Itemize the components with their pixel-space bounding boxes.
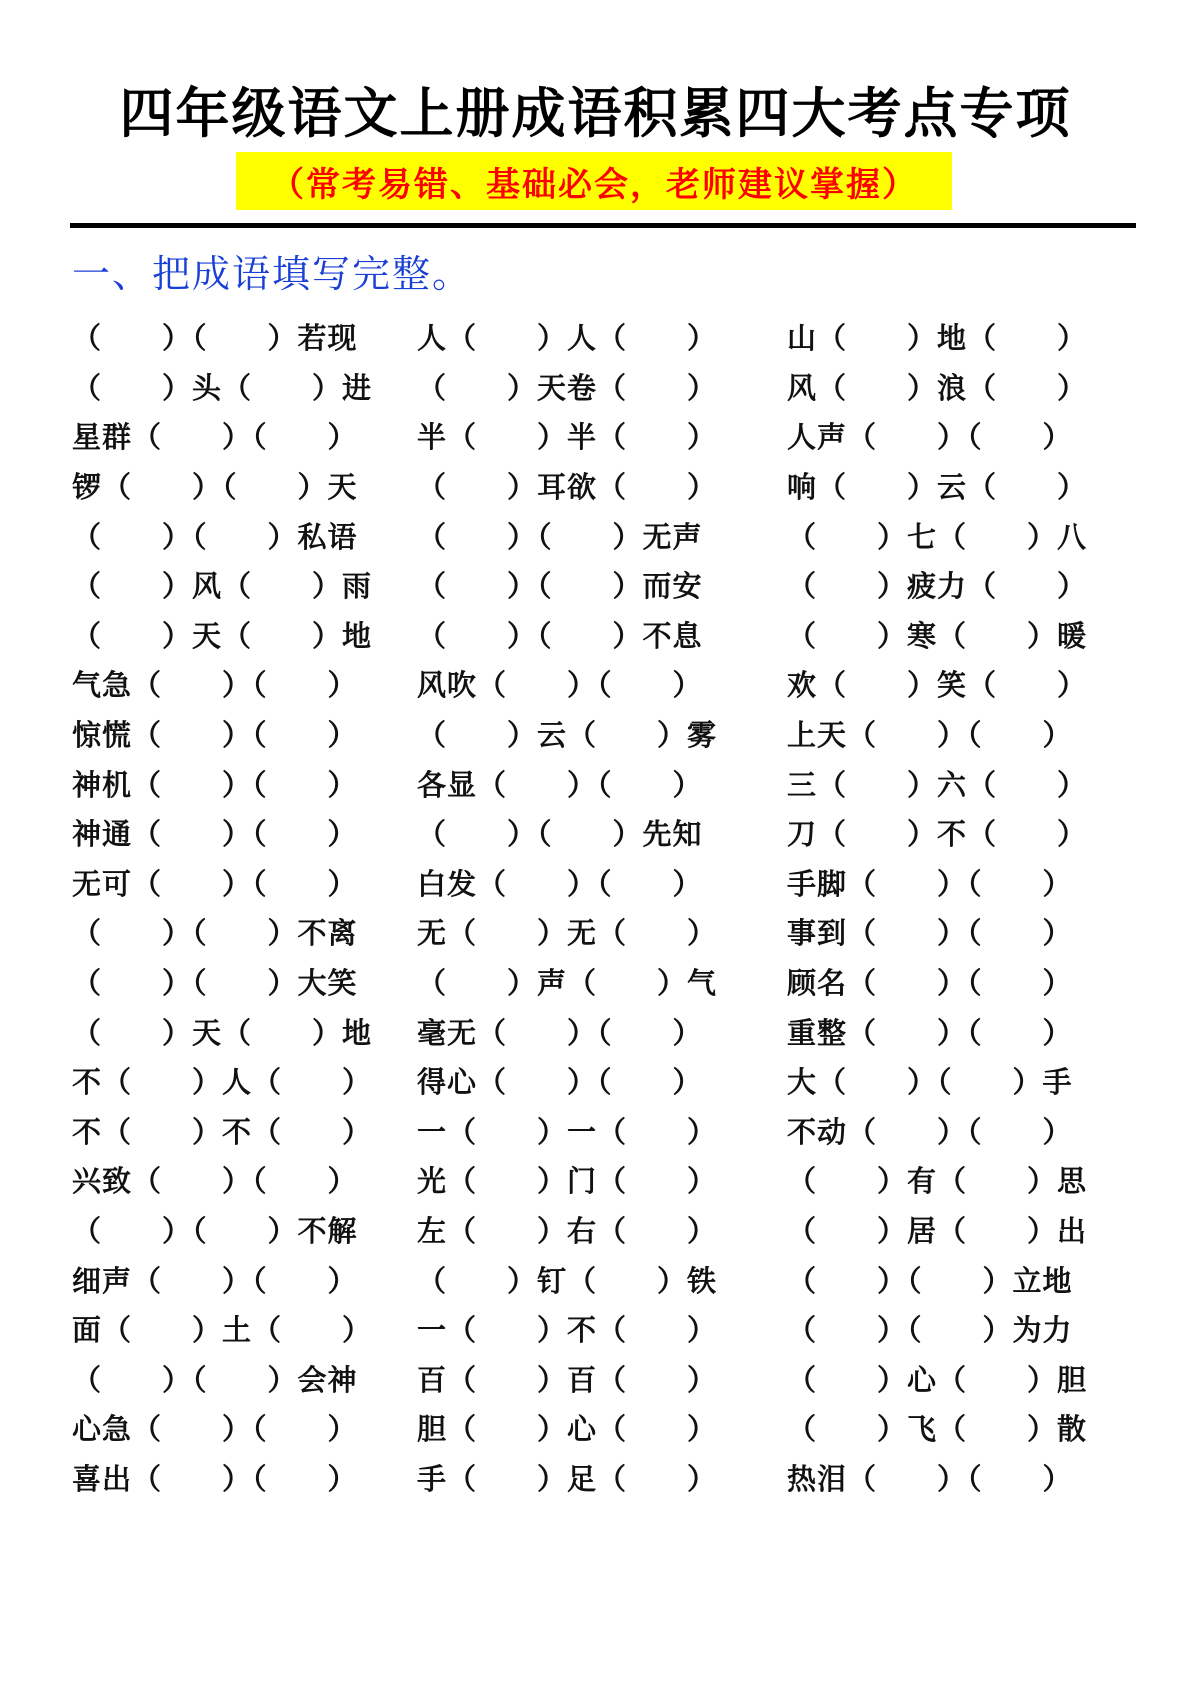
idiom-item[interactable]: （ ）（ ）而安 [417, 569, 703, 604]
idiom-item[interactable]: （ ）（ ）不息 [417, 618, 703, 653]
idiom-item[interactable]: （ ）（ ）不解 [72, 1213, 358, 1248]
idiom-item[interactable]: （ ）耳欲（ ） [417, 470, 718, 505]
idiom-row [72, 1453, 1142, 1503]
idiom-item[interactable]: 不（ ）不（ ） [72, 1114, 373, 1149]
idiom-row [72, 1056, 1142, 1106]
idiom-item[interactable]: （ ）七（ ）八 [787, 519, 1088, 554]
idiom-item[interactable]: 百（ ）百（ ） [417, 1362, 718, 1397]
idiom-item[interactable]: （ ）（ ）会神 [72, 1362, 358, 1397]
idiom-row [72, 610, 1142, 660]
idiom-item[interactable]: （ ）（ ）大笑 [72, 966, 358, 1001]
idiom-item[interactable]: （ ）声（ ）气 [417, 966, 718, 1001]
idiom-item[interactable]: 惊慌（ ）（ ） [72, 718, 358, 753]
idiom-item[interactable]: （ ）（ ）私语 [72, 519, 358, 554]
idiom-item[interactable]: 胆（ ）心（ ） [417, 1412, 718, 1447]
idiom-item[interactable]: 半（ ）半（ ） [417, 420, 718, 455]
section-heading: 一、把成语填写完整。 [72, 252, 473, 296]
idiom-item[interactable]: 响（ ）云（ ） [787, 470, 1088, 505]
idiom-item[interactable]: 人（ ）人（ ） [417, 321, 718, 356]
idiom-row [72, 659, 1142, 709]
idiom-item[interactable]: （ ）风（ ）雨 [72, 569, 373, 604]
idiom-item[interactable]: 白发（ ）（ ） [417, 866, 703, 901]
idiom-item[interactable]: 上天（ ）（ ） [787, 718, 1073, 753]
idiom-item[interactable]: 兴致（ ）（ ） [72, 1164, 358, 1199]
idiom-item[interactable]: 星群（ ）（ ） [72, 420, 358, 455]
idiom-item[interactable]: （ ）（ ）若现 [72, 321, 358, 356]
subtitle-highlight-box [236, 152, 952, 210]
idiom-row [72, 709, 1142, 759]
idiom-row [72, 758, 1142, 808]
idiom-item[interactable]: 风吹（ ）（ ） [417, 668, 703, 703]
idiom-item[interactable]: （ ）居（ ）出 [787, 1213, 1088, 1248]
idiom-row [72, 1304, 1142, 1354]
idiom-item[interactable]: 刀（ ）不（ ） [787, 817, 1088, 852]
idiom-row [72, 957, 1142, 1007]
idiom-item[interactable]: 一（ ）不（ ） [417, 1313, 718, 1348]
idiom-item[interactable]: 手脚（ ）（ ） [787, 866, 1073, 901]
idiom-row [72, 1254, 1142, 1304]
idiom-row [72, 1205, 1142, 1255]
idiom-item[interactable]: （ ）（ ）无声 [417, 519, 703, 554]
idiom-item[interactable]: 无可（ ）（ ） [72, 866, 358, 901]
idiom-item[interactable]: （ ）（ ）为力 [787, 1313, 1073, 1348]
idiom-item[interactable]: 手（ ）足（ ） [417, 1461, 718, 1496]
idiom-item[interactable]: 不动（ ）（ ） [787, 1114, 1073, 1149]
idiom-item[interactable]: （ ）天（ ）地 [72, 1015, 373, 1050]
idiom-item[interactable]: （ ）天（ ）地 [72, 618, 373, 653]
idiom-item[interactable]: 神机（ ）（ ） [72, 767, 358, 802]
idiom-item[interactable]: 大（ ）（ ）手 [787, 1065, 1073, 1100]
idiom-item[interactable]: 得心（ ）（ ） [417, 1065, 703, 1100]
idiom-item[interactable]: 左（ ）右（ ） [417, 1213, 718, 1248]
idiom-item[interactable]: 面（ ）土（ ） [72, 1313, 373, 1348]
idiom-item[interactable]: （ ）（ ）立地 [787, 1263, 1073, 1298]
idiom-item[interactable]: 人声（ ）（ ） [787, 420, 1073, 455]
subtitle: （常考易错、基础必会，老师建议掌握） [270, 164, 918, 205]
idiom-row [72, 1006, 1142, 1056]
idiom-fill-grid [72, 312, 1142, 1502]
idiom-row [72, 411, 1142, 461]
idiom-item[interactable]: 锣（ ）（ ）天 [72, 470, 358, 505]
idiom-item[interactable]: 无（ ）无（ ） [417, 916, 718, 951]
idiom-item[interactable]: 喜出（ ）（ ） [72, 1461, 358, 1496]
idiom-item[interactable]: 一（ ）一（ ） [417, 1114, 718, 1149]
idiom-row [72, 1155, 1142, 1205]
idiom-item[interactable]: 神通（ ）（ ） [72, 817, 358, 852]
idiom-row [72, 312, 1142, 362]
idiom-row [72, 1106, 1142, 1156]
idiom-item[interactable]: 心急（ ）（ ） [72, 1412, 358, 1447]
idiom-item[interactable]: （ ）心（ ）胆 [787, 1362, 1088, 1397]
idiom-item[interactable]: 山（ ）地（ ） [787, 321, 1088, 356]
idiom-item[interactable]: （ ）钉（ ）铁 [417, 1263, 718, 1298]
idiom-item[interactable]: （ ）寒（ ）暖 [787, 618, 1088, 653]
idiom-item[interactable]: （ ）有（ ）思 [787, 1164, 1088, 1199]
page-title: 四年级语文上册成语积累四大考点专项 [119, 82, 1072, 145]
idiom-item[interactable]: 风（ ）浪（ ） [787, 370, 1088, 405]
idiom-row [72, 1353, 1142, 1403]
idiom-item[interactable]: （ ）云（ ）雾 [417, 718, 718, 753]
idiom-item[interactable]: 毫无（ ）（ ） [417, 1015, 703, 1050]
idiom-item[interactable]: 欢（ ）笑（ ） [787, 668, 1088, 703]
idiom-row [72, 907, 1142, 957]
idiom-item[interactable]: 气急（ ）（ ） [72, 668, 358, 703]
idiom-row [72, 1403, 1142, 1453]
idiom-item[interactable]: 不（ ）人（ ） [72, 1065, 373, 1100]
idiom-row [72, 461, 1142, 511]
idiom-row [72, 362, 1142, 412]
idiom-row [72, 858, 1142, 908]
idiom-item[interactable]: （ ）头（ ）进 [72, 370, 373, 405]
idiom-item[interactable]: 光（ ）门（ ） [417, 1164, 718, 1199]
idiom-row [72, 510, 1142, 560]
idiom-row [72, 808, 1142, 858]
idiom-item[interactable]: 顾名（ ）（ ） [787, 966, 1073, 1001]
idiom-item[interactable]: （ ）疲力（ ） [787, 569, 1088, 604]
idiom-row [72, 560, 1142, 610]
idiom-item[interactable]: （ ）（ ）先知 [417, 817, 703, 852]
idiom-item[interactable]: 三（ ）六（ ） [787, 767, 1088, 802]
idiom-item[interactable]: （ ）飞（ ）散 [787, 1412, 1088, 1447]
idiom-item[interactable]: 热泪（ ）（ ） [787, 1461, 1073, 1496]
idiom-item[interactable]: 细声（ ）（ ） [72, 1263, 358, 1298]
idiom-item[interactable]: 各显（ ）（ ） [417, 767, 703, 802]
idiom-item[interactable]: 重整（ ）（ ） [787, 1015, 1073, 1050]
divider-line [70, 223, 1136, 228]
idiom-item[interactable]: （ ）天卷（ ） [417, 370, 718, 405]
idiom-item[interactable]: （ ）（ ）不离 [72, 916, 358, 951]
idiom-item[interactable]: 事到（ ）（ ） [787, 916, 1073, 951]
